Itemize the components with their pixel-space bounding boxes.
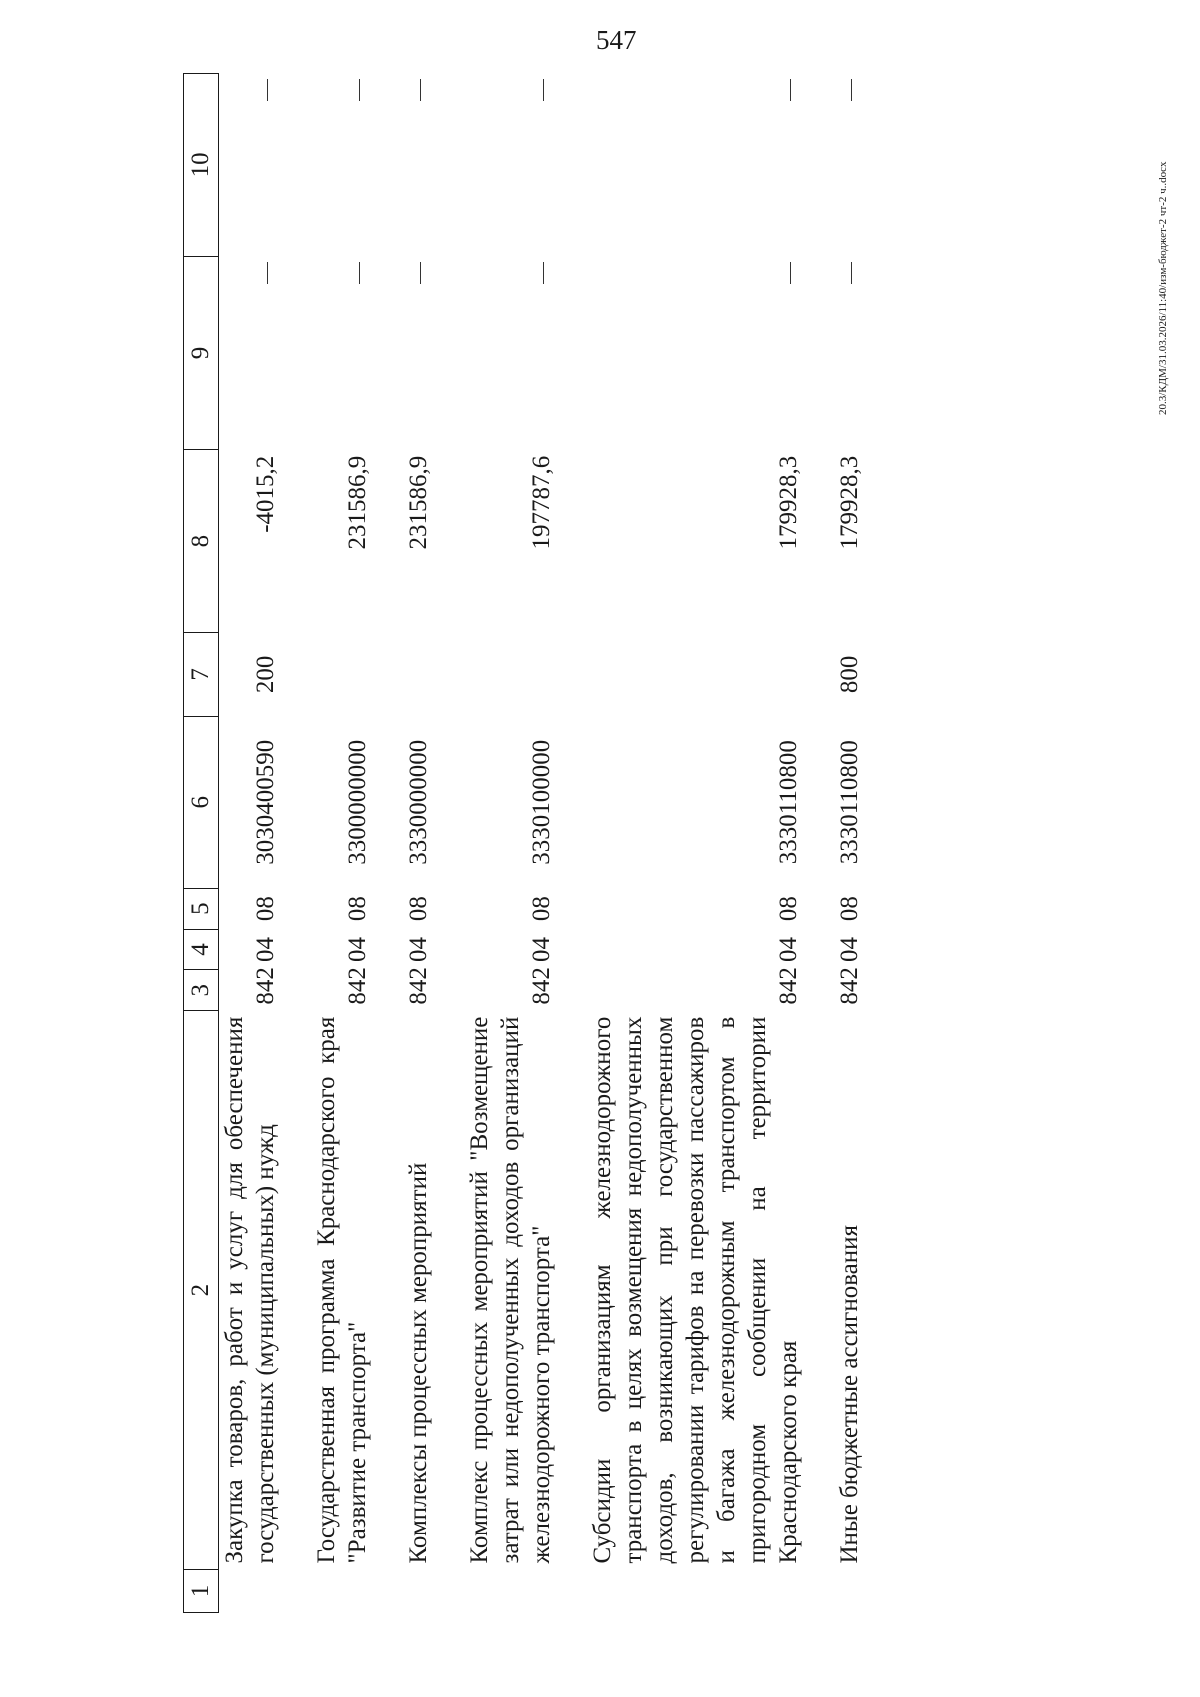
row-ministry-code: 842 [344,967,371,1005]
row-target-article: 3330000000 [405,739,432,865]
row-section-code: 04 [528,936,555,962]
row-expense-type: 800 [836,655,863,694]
row-target-article: 3330100000 [528,739,555,865]
row-expense-type [311,632,373,716]
header-col-1: 1 [184,1570,219,1613]
dash-mark [543,80,545,102]
row-ministry-code: 842 [252,967,279,1005]
row-amount: 179928,3 [836,455,863,550]
header-col-2: 2 [184,1011,219,1570]
row-col9-dash [587,256,804,449]
row-col9-dash [464,256,557,449]
row-subsection-code: 08 [775,896,802,922]
dash-mark [420,80,422,102]
row-ministry-code: 842 [775,967,802,1005]
dash-mark [851,262,853,284]
header-col-3: 3 [184,970,219,1011]
row-ministry-code: 842 [405,967,432,1005]
table-row [834,74,865,1613]
dash-mark [790,80,792,102]
row-col10-dash [834,74,865,257]
row-target-article: 3030400590 [252,739,279,865]
row-amount: -4015,2 [252,455,279,533]
budget-table [183,73,865,1613]
row-col9-dash [403,256,434,449]
row-subsection-code: 08 [344,896,371,922]
row-col9-dash [311,256,373,449]
row-name: Комплексы процессных мероприятий [405,1162,432,1564]
row-col9-dash [219,256,282,449]
table-row [219,74,282,1613]
table-row [311,74,373,1613]
row-amount: 231586,9 [405,455,432,550]
row-col9-dash [834,256,865,449]
header-col-6: 6 [184,716,219,888]
row-col10-dash [219,74,282,257]
row-amount: 231586,9 [344,455,371,550]
header-col-10: 10 [184,74,219,257]
dash-mark [359,262,361,284]
row-name: Государственная программа Краснодарского края "Развитие транспорта" [313,1016,371,1564]
row-name: Закупка товаров, работ и услуг для обеспечения государственных (муниципальных) нужд [221,1016,279,1564]
header-col-7: 7 [184,632,219,716]
row-section-code: 04 [344,936,371,962]
row-subsection-code: 08 [405,896,432,922]
row-target-article: 3330110800 [775,740,802,865]
row-ministry-code: 842 [836,967,863,1005]
dash-mark [790,262,792,284]
row-section-code: 04 [775,936,802,962]
document-path-footer: 20.3/КДМ/31.03.2026/11:40/изм-бюджет-2 чт-2 ч..docx [1157,161,1169,415]
page-number: 547 [596,25,637,55]
row-expense-type [587,632,804,716]
header-col-4: 4 [184,929,219,970]
dash-mark [851,80,853,102]
dash-mark [420,262,422,284]
row-col10-dash [464,74,557,257]
row-ministry-code: 842 [528,967,555,1005]
row-expense-type [403,632,434,716]
header-col-5: 5 [184,888,219,929]
row-name: Комплекс процессных мероприятий "Возмещение затрат или недополученных доходов организаций железнодорожного транспорта" [466,1016,555,1564]
dash-mark [359,80,361,102]
table-row [403,74,434,1613]
row-target-article: 3300000000 [344,739,371,865]
header-col-8: 8 [184,450,219,633]
row-col10-dash [587,74,804,257]
table-row [587,74,804,1613]
row-name: Субсидии организациям железнодорожного транспорта в целях возмещения недополученных доходов, возникающих при государственном регулировании тарифов на перевозки пассажиров и багажа железнодорожным транспортом в пригородном сообщении на территории Краснодарского края [589,1016,802,1564]
row-subsection-code: 08 [836,896,863,922]
table-header-row [184,74,219,1613]
row-name: Иные бюджетные ассигнования [836,1224,863,1564]
row-amount: 197787,6 [528,455,555,550]
row-expense-type: 200 [252,655,279,694]
row-amount: 179928,3 [775,455,802,550]
row-section-code: 04 [836,936,863,962]
row-section-code: 04 [252,936,279,962]
row-subsection-code: 08 [252,896,279,922]
dash-mark [267,80,269,102]
row-target-article: 3330110800 [836,740,863,865]
header-col-9: 9 [184,256,219,449]
row-expense-type [464,632,557,716]
row-subsection-code: 08 [528,896,555,922]
row-col10-dash [403,74,434,257]
row-col10-dash [311,74,373,257]
rotated-table-frame [183,73,1063,1613]
dash-mark [267,262,269,284]
dash-mark [543,262,545,284]
table-row [464,74,557,1613]
row-section-code: 04 [405,936,432,962]
